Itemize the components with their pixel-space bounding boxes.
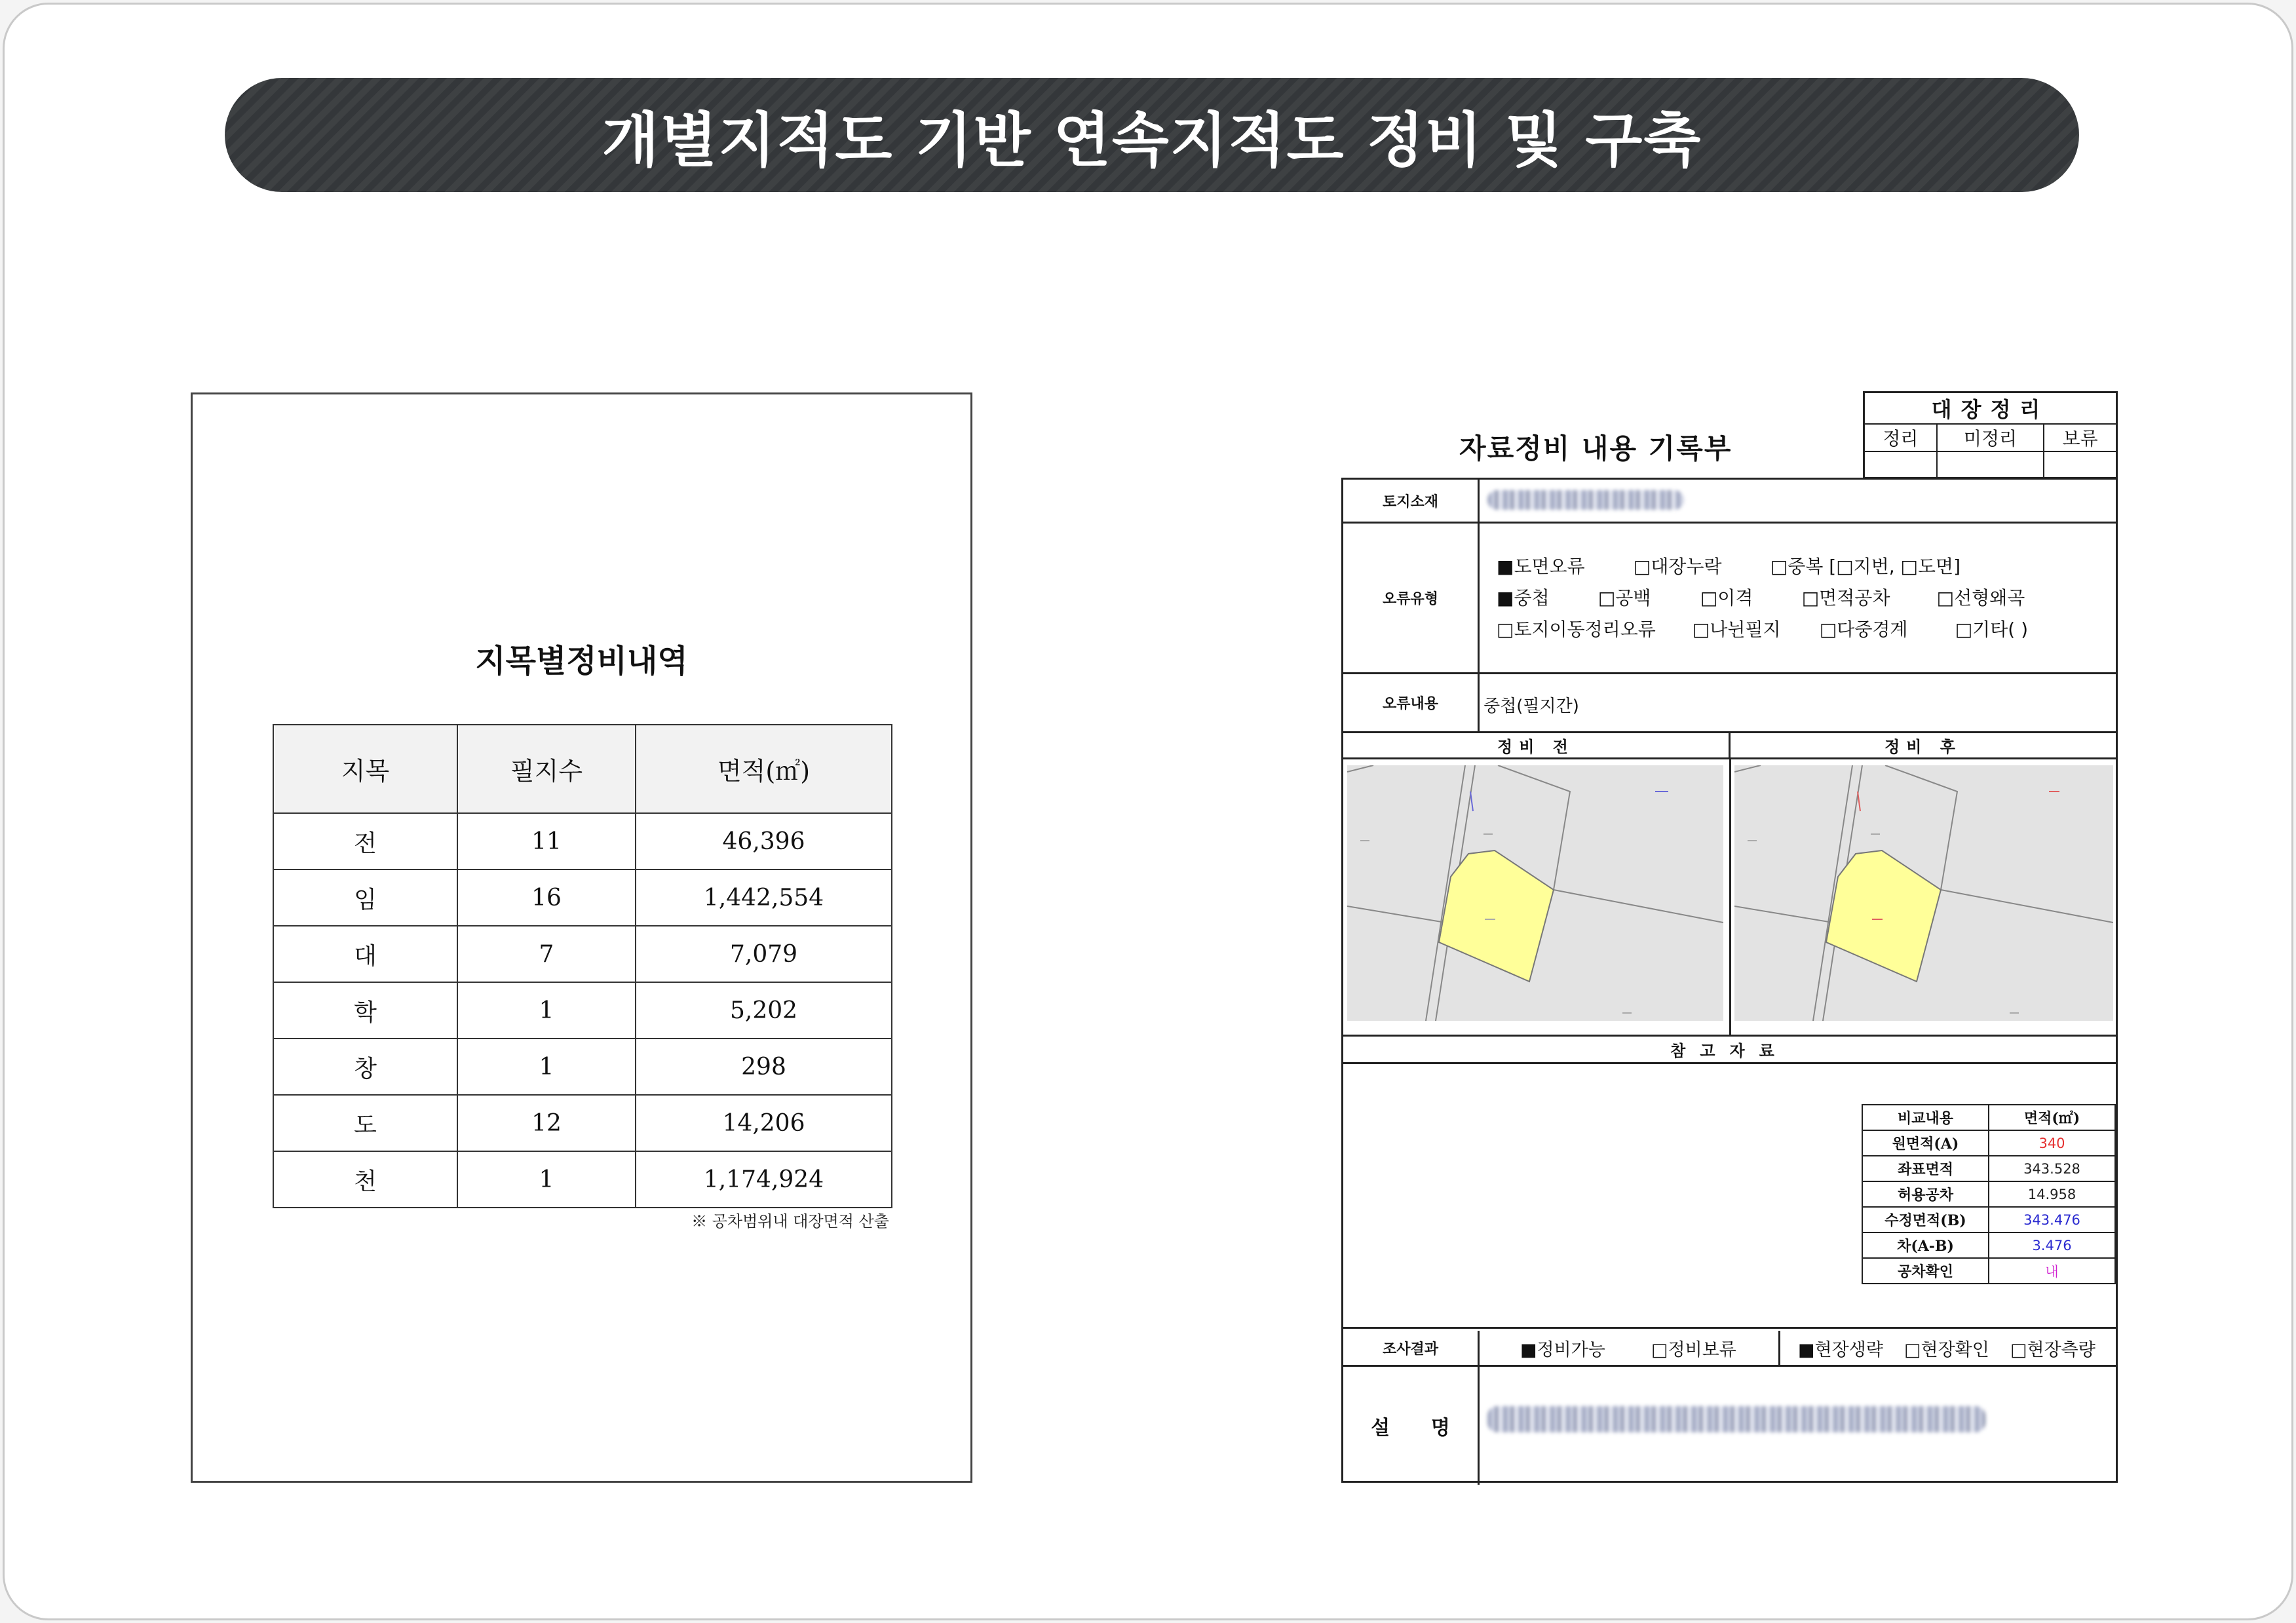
parcel-count-cell: 1 [457, 1039, 636, 1095]
error-content-text: 중첩(필지간) [1483, 697, 1579, 716]
record-title: 자료정비 내용 기록부 [1459, 432, 1732, 465]
map-after-drawing [1734, 765, 2113, 1021]
comparison-header: 면적(㎡) [1989, 1105, 2115, 1130]
table-row [273, 1095, 892, 1151]
map-before [1347, 765, 1723, 1021]
parcel-highlight [1439, 850, 1554, 982]
category-cell: 창 [273, 1039, 457, 1095]
category-cell: 천 [273, 1151, 457, 1208]
category-cell: 학 [273, 982, 457, 1039]
reference-label: 참고자료 [1670, 1042, 1789, 1060]
parcel-count-cell: 1 [457, 982, 636, 1039]
header-cell: 지목 [273, 725, 457, 813]
redacted-address [1487, 490, 1684, 510]
before-label: 정비 전 [1497, 738, 1575, 756]
error-type-line-3 [1497, 615, 2028, 641]
category-cell: 전 [273, 813, 457, 869]
error-type-options [1483, 524, 2116, 672]
comparison-value: 340 [1989, 1130, 2115, 1156]
before-after-header [1343, 733, 2116, 759]
ledger-col: 보류 [2044, 424, 2116, 451]
comparison-value: 343.476 [1989, 1207, 2115, 1232]
area-cell: 1,174,924 [636, 1151, 892, 1208]
comparison-row [1862, 1130, 2115, 1156]
checkbox-linear-distortion[interactable]: □선형왜곡 [1936, 587, 2025, 609]
ledger-col: 정리 [1864, 424, 1937, 451]
map-after [1734, 765, 2113, 1021]
checkbox-area-tolerance[interactable]: □면적공차 [1801, 587, 1890, 609]
after-label: 정비 후 [1729, 733, 2116, 757]
reference-area [1343, 1064, 2116, 1329]
comparison-label: 원면적(A) [1862, 1130, 1989, 1156]
parcel-count-cell: 12 [457, 1095, 636, 1151]
footnote: ※ 공차범위내 대장면적 산출 [691, 1212, 889, 1231]
table-row [273, 926, 892, 982]
checkbox-multi-boundary[interactable]: □다중경계 [1819, 619, 1908, 640]
comparison-value: 14.958 [1989, 1181, 2115, 1207]
reference-header [1343, 1037, 2116, 1064]
table-row [273, 869, 892, 926]
area-cell: 5,202 [636, 982, 892, 1039]
error-content-value [1483, 674, 2116, 731]
comparison-label: 좌표면적 [1862, 1156, 1989, 1181]
land-location-label: 토지소재 [1343, 480, 1480, 522]
header-cell: 면적(㎡) [636, 725, 892, 813]
comparison-label: 공차확인 [1862, 1258, 1989, 1284]
survey-options-right [1798, 1331, 2095, 1365]
checkbox-other[interactable]: □기타( ) [1955, 619, 2029, 640]
banner-title: 개별지적도 기반 연속지적도 정비 및 구축 [602, 106, 1702, 175]
description-row [1343, 1367, 2116, 1485]
area-comparison-table [1862, 1104, 2116, 1284]
parcel-count-cell: 7 [457, 926, 636, 982]
land-category-table [273, 724, 892, 1208]
error-type-line-1 [1497, 552, 1961, 579]
checkbox-separation[interactable]: □이격 [1700, 587, 1753, 609]
comparison-row [1862, 1232, 2115, 1258]
survey-divider [1778, 1331, 1780, 1365]
map-divider [1729, 759, 1731, 1035]
category-cell: 도 [273, 1095, 457, 1151]
description-value [1483, 1367, 2116, 1485]
error-type-line-2 [1497, 584, 2025, 610]
slide-card [3, 3, 2293, 1620]
table-header-row [273, 725, 892, 813]
area-cell: 298 [636, 1039, 892, 1095]
map-before-drawing [1347, 765, 1723, 1021]
comparison-value: 내 [1989, 1258, 2115, 1284]
checkbox-gap[interactable]: □공백 [1598, 587, 1651, 609]
parcel-count-cell: 16 [457, 869, 636, 926]
area-cell: 14,206 [636, 1095, 892, 1151]
land-category-summary-document [191, 392, 972, 1483]
category-cell: 임 [273, 869, 457, 926]
ledger-cell [1937, 451, 2044, 478]
comparison-label: 차(A-B) [1862, 1232, 1989, 1258]
table-row [273, 1151, 892, 1208]
title-banner [225, 78, 2079, 192]
header-cell: 필지수 [457, 725, 636, 813]
comparison-row [1862, 1181, 2115, 1207]
record-body [1341, 478, 2118, 1483]
land-location-value [1483, 480, 2116, 522]
area-cell: 46,396 [636, 813, 892, 869]
ledger-col: 미정리 [1937, 424, 2044, 451]
comparison-value: 343.528 [1989, 1156, 2115, 1181]
comparison-row [1862, 1258, 2115, 1284]
category-cell: 대 [273, 926, 457, 982]
ledger-status-box [1863, 391, 2118, 479]
checkbox-field-skip[interactable]: ■현장생략 [1798, 1339, 1883, 1360]
ledger-head: 대장정리 [1864, 392, 2117, 425]
data-correction-record-document [1341, 391, 2118, 1483]
error-content-label: 오류내용 [1343, 674, 1480, 731]
ledger-cell [2044, 451, 2116, 478]
checkbox-ledger-missing[interactable]: □대장누락 [1633, 556, 1722, 577]
checkbox-map-error[interactable]: ■도면오류 [1497, 556, 1585, 577]
error-content-row [1343, 674, 2116, 733]
table-row [273, 982, 892, 1039]
checkbox-field-check[interactable]: □현장확인 [1904, 1339, 1989, 1360]
survey-result-label: 조사결과 [1343, 1331, 1480, 1365]
area-cell: 1,442,554 [636, 869, 892, 926]
area-cell: 7,079 [636, 926, 892, 982]
parcel-count-cell: 11 [457, 813, 636, 869]
comparison-label: 허용공차 [1862, 1181, 1989, 1207]
comparison-row [1862, 1156, 2115, 1181]
redacted-description [1487, 1406, 1985, 1432]
comparison-row [1862, 1207, 2115, 1232]
checkbox-land-move-error[interactable]: □토지이동정리오류 [1497, 619, 1656, 640]
parcel-highlight [1826, 850, 1941, 982]
error-type-row [1343, 524, 2116, 674]
left-doc-title: 지목별정비내역 [475, 643, 688, 679]
table-row [273, 1039, 892, 1095]
survey-result-row [1343, 1331, 2116, 1367]
comparison-label: 수정면적(B) [1862, 1207, 1989, 1232]
checkbox-duplicate[interactable]: □중복 [□지번, □도면] [1770, 556, 1961, 577]
ledger-cell [1864, 451, 1937, 478]
comparison-header: 비교내용 [1862, 1105, 1989, 1130]
checkbox-overlap[interactable]: ■중첩 [1497, 587, 1550, 609]
land-location-row [1343, 480, 2116, 524]
parcel-count-cell: 1 [457, 1151, 636, 1208]
checkbox-split-parcel[interactable]: □나뉜필지 [1692, 619, 1781, 640]
description-label: 설 명 [1343, 1367, 1480, 1485]
survey-options-left [1520, 1331, 1736, 1365]
table-row [273, 813, 892, 869]
checkbox-field-survey[interactable]: □현장측량 [2010, 1339, 2095, 1360]
checkbox-correctable[interactable]: ■정비가능 [1520, 1339, 1605, 1360]
error-type-label: 오류유형 [1343, 524, 1480, 672]
comparison-value: 3.476 [1989, 1232, 2115, 1258]
checkbox-correction-hold[interactable]: □정비보류 [1651, 1339, 1736, 1360]
